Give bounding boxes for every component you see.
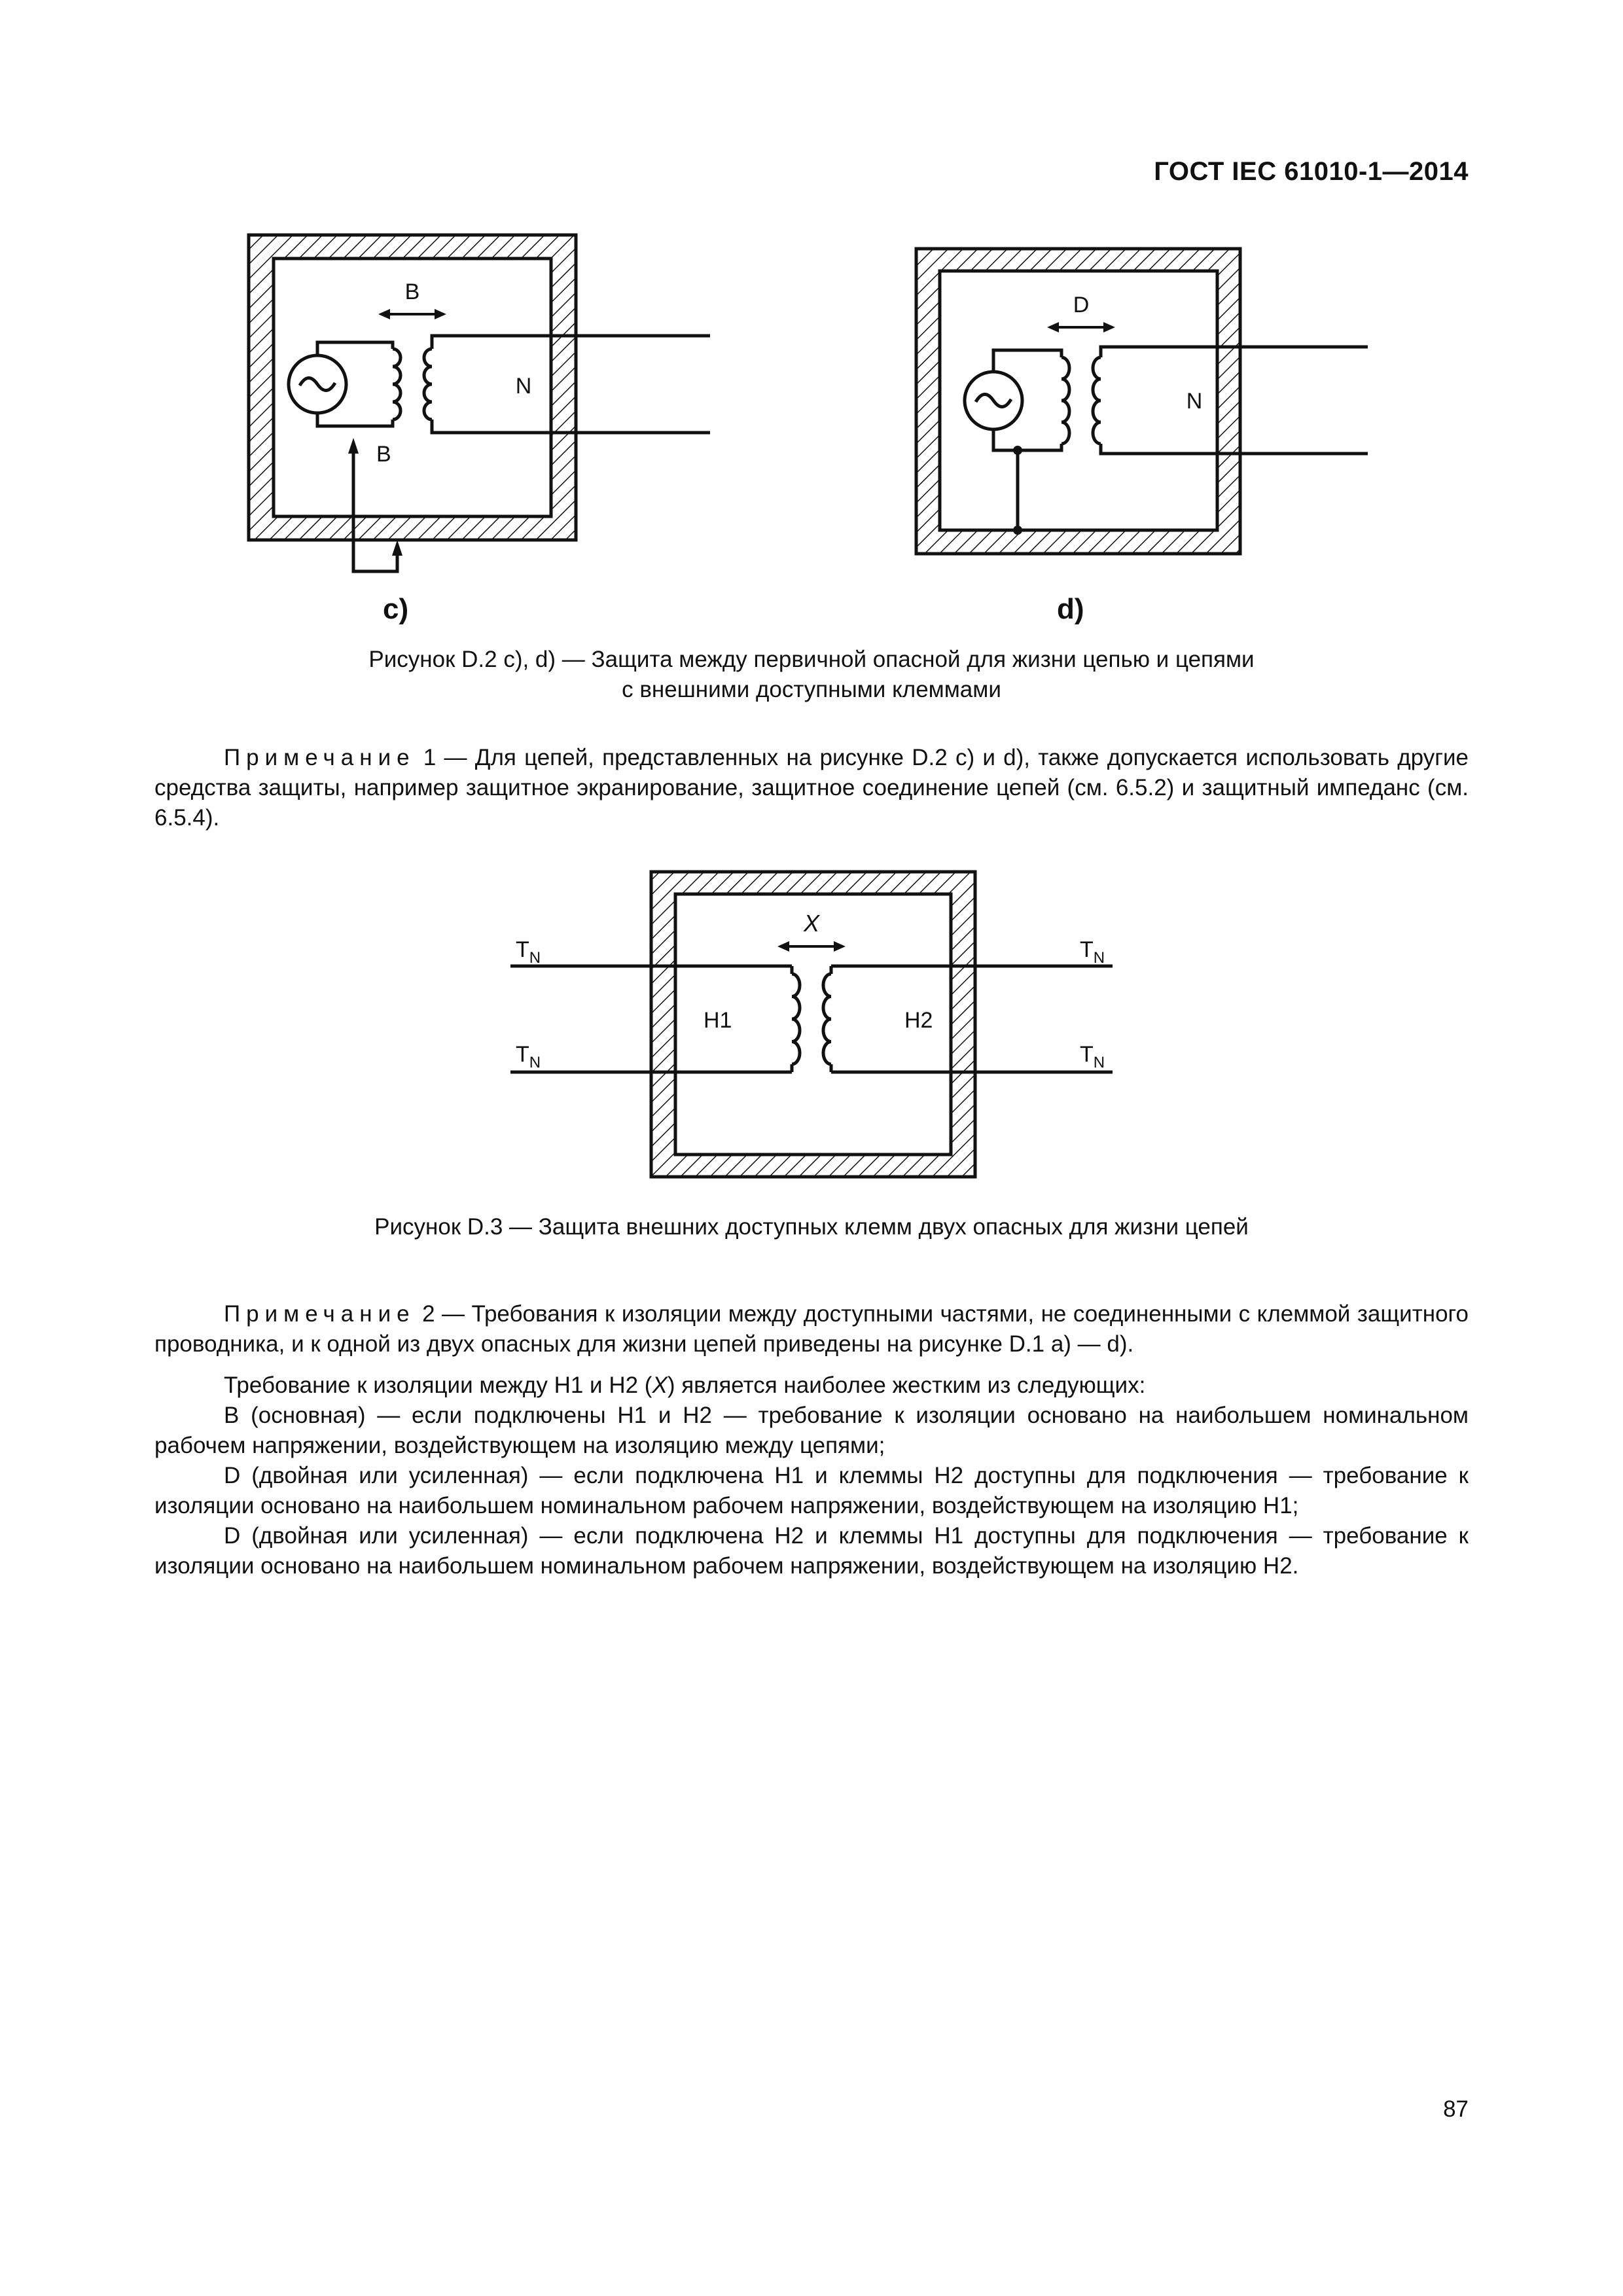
secondary-winding (424, 349, 432, 420)
terminal-label: $T_N$ (1080, 1042, 1105, 1071)
caption-line-1: Рисунок D.2 c), d) — Защита между первичной опасной для жизни цепью и цепями (368, 647, 1255, 672)
secondary-winding (1093, 357, 1101, 444)
document-header: ГОСТ IEC 61010-1—2014 (1154, 157, 1469, 186)
body-paragraph-2: B (основная) — если подключены H1 и H2 — требование к изоляции основано на наибольшем номинальном рабочем напряжении, воздействующем на изоляцию между цепями; (154, 1403, 1469, 1458)
body-paragraph-3: D (двойная или усиленная) — если подключена H1 и клеммы H2 доступны для подключения — требование к изоляции основано на наибольшем номинальном рабочем напряжении, воздействующем на изоляцию H1; (154, 1463, 1469, 1518)
caption-line-2: с внешними доступными клеммами (622, 677, 1001, 702)
circuit-label-n: N (515, 374, 532, 399)
note-text: 1 — Для цепей, представленных на рисунке D.2 c) и d), также допускается использовать другие средства защиты, например защитное экранирование, защитное соединение цепей (см. 6.5.2) и защитный импеданс (см. 6.5.4). (154, 745, 1469, 831)
primary-winding (1061, 357, 1069, 444)
gap-label-x: X (803, 910, 820, 937)
terminal-label: $T_N$ (516, 937, 541, 967)
figure-d3-caption: Рисунок D.3 — Защита внешних доступных клемм двух опасных для жизни цепей (374, 1214, 1249, 1240)
note-2 (154, 1299, 1469, 1359)
winding-h2 (823, 974, 831, 1064)
note-text: 2 — Требования к изоляции между доступными частями, не соединенными с клеммой защитного проводника, и к одной из двух опасных для жизни цепей приведены на рисунке D.1 a) — d). (154, 1301, 1469, 1357)
figure-d2-c-label: c) (383, 593, 409, 625)
gap-label-d: D (1073, 293, 1090, 317)
circuit-label-n: N (1186, 389, 1203, 414)
gap-label-b: B (404, 279, 420, 304)
insulation-label-b: B (376, 442, 391, 467)
terminal-label: $T_N$ (516, 1042, 541, 1071)
figure-d2-d (910, 242, 1394, 563)
winding-h1 (792, 974, 800, 1064)
circuit-label-h1: H1 (704, 1008, 732, 1033)
body-paragraph-4: D (двойная или усиленная) — если подключена H2 и клеммы H1 доступны для подключения — требование к изоляции основано на наибольшем номинальном рабочем напряжении, воздействующем на изоляцию H2. (154, 1523, 1469, 1579)
figure-d2-c (242, 226, 720, 579)
figure-d2-d-label: d) (1057, 593, 1084, 625)
page-number: 87 (1443, 2096, 1469, 2122)
circuit-label-h2: H2 (904, 1008, 933, 1033)
note-prefix: Примечание (224, 1301, 416, 1327)
figure-d2-caption (0, 645, 1623, 705)
body-paragraph-1: Требование к изоляции между H1 и H2 (X) является наиболее жестким из следующих: (224, 1372, 1146, 1398)
primary-winding (393, 349, 401, 420)
note-prefix: Примечание (224, 745, 416, 770)
terminal-label: $T_N$ (1080, 937, 1105, 967)
figure-d3 (504, 864, 1126, 1185)
note-1 (154, 743, 1469, 833)
